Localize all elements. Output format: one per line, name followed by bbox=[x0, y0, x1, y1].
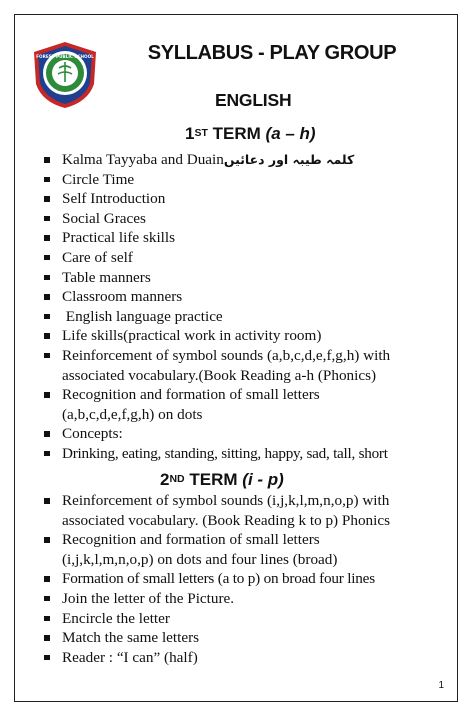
list-item: Table manners bbox=[44, 268, 458, 288]
list-item: Practical life skills bbox=[44, 228, 458, 248]
list-item-line-1: Reinforcement of symbol sounds (i,j,k,l,m,n,o,p) with bbox=[62, 492, 390, 509]
term-2-list bbox=[44, 491, 458, 667]
school-logo bbox=[30, 40, 100, 110]
list-item: Drinking, eating, standing, sitting, happy, sad, tall, short bbox=[44, 444, 458, 464]
list-item: Encircle the letter bbox=[44, 609, 458, 629]
list-item-line-2: (a,b,c,d,e,f,g,h) on dots bbox=[62, 405, 203, 423]
list-item-line-2: associated vocabulary.(Book Reading a-h (Phonics) bbox=[62, 366, 377, 384]
list-item-line-2: (i,j,k,l,m,n,o,p) on dots and four lines (broad) bbox=[62, 550, 338, 568]
list-item-line-2: associated vocabulary. (Book Reading k to p) Phonics bbox=[62, 511, 391, 529]
term-2-heading: 2ND TERM (i - p) bbox=[160, 470, 284, 489]
list-item: English language practice bbox=[44, 307, 458, 327]
svg-text:FOREST PUBLIC SCHOOL: FOREST PUBLIC SCHOOL bbox=[36, 54, 94, 59]
term-1-list bbox=[44, 150, 458, 464]
page-title: SYLLABUS - PLAY GROUP bbox=[147, 41, 397, 64]
list-item: Join the letter of the Picture. bbox=[44, 589, 458, 609]
list-item: Classroom manners bbox=[44, 287, 458, 307]
page-number: 1 bbox=[438, 680, 444, 691]
list-item-line-1: Recognition and formation of small letters bbox=[62, 386, 320, 404]
list-item: Concepts: bbox=[44, 424, 458, 444]
list-item: Care of self bbox=[44, 248, 458, 268]
list-item: Formation of small letters (a to p) on broad four lines bbox=[44, 569, 458, 589]
list-item: Self Introduction bbox=[44, 189, 458, 209]
list-item-line-1: Recognition and formation of small letters bbox=[62, 531, 320, 549]
list-item bbox=[44, 491, 458, 530]
list-item: Social Graces bbox=[44, 209, 458, 229]
list-item bbox=[44, 530, 458, 569]
list-item: Circle Time bbox=[44, 170, 458, 190]
list-item: Life skills(practical work in activity room) bbox=[44, 326, 458, 346]
list-item-line-1: Reinforcement of symbol sounds (a,b,c,d,e,f,g,h) with bbox=[62, 346, 391, 364]
list-item: Kalma Tayyaba and Duainکلمہ طیبہ اور دعائیں bbox=[44, 150, 458, 170]
term-1-heading: 1ST TERM (a – h) bbox=[185, 124, 316, 143]
list-item: Match the same letters bbox=[44, 628, 458, 648]
list-item bbox=[44, 346, 458, 385]
subject-heading: ENGLISH bbox=[215, 90, 292, 110]
list-item: Reader : “I can” (half) bbox=[44, 648, 458, 668]
list-item bbox=[44, 385, 458, 424]
